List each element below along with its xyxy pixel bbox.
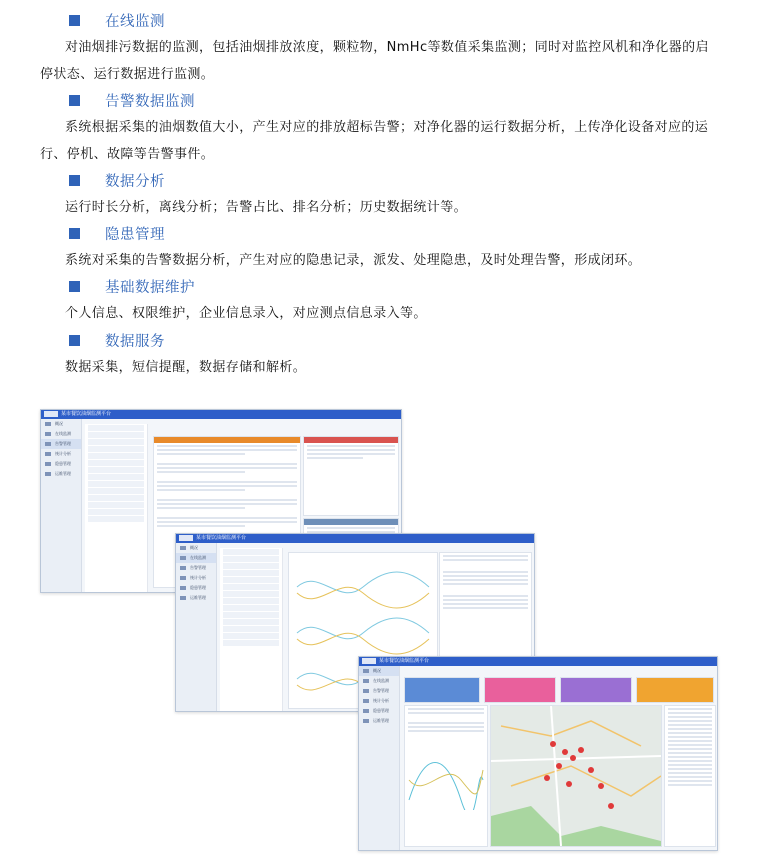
app-header bbox=[359, 657, 717, 666]
nav-icon bbox=[45, 462, 51, 466]
map-panel[interactable] bbox=[490, 705, 662, 847]
card-header bbox=[154, 437, 300, 443]
section-title: 数据服务 bbox=[105, 333, 165, 350]
section-5-heading bbox=[69, 276, 195, 296]
bullet-square-icon bbox=[69, 175, 80, 186]
section-2-text: 系统根据采集的油烟数值大小，产生对应的排放超标告警；对净化器的运行数据分析，上传净化设备对应的运行、停机、故障等告警事件。 bbox=[40, 120, 709, 162]
nav-icon bbox=[363, 679, 369, 683]
section-title: 基础数据维护 bbox=[105, 279, 195, 296]
logo-icon bbox=[362, 658, 376, 664]
nav-icon bbox=[363, 669, 369, 673]
mini-chart bbox=[405, 740, 485, 810]
section-title: 隐患管理 bbox=[105, 226, 165, 243]
section-title: 在线监测 bbox=[105, 13, 165, 30]
bullet-square-icon bbox=[69, 15, 80, 26]
section-6-heading bbox=[69, 330, 165, 350]
nav-icon bbox=[45, 422, 51, 426]
nav-item[interactable]: 统计分析 bbox=[176, 573, 216, 583]
logo-icon bbox=[44, 411, 58, 417]
nav-icon bbox=[363, 719, 369, 723]
section-title: 告警数据监测 bbox=[105, 93, 195, 110]
section-2-heading bbox=[69, 90, 195, 110]
nav-icon bbox=[363, 699, 369, 703]
app-title: 某市餐饮油烟监测平台 bbox=[61, 411, 112, 417]
nav-item[interactable]: 运维管理 bbox=[359, 716, 399, 726]
nav-item[interactable]: 统计分析 bbox=[359, 696, 399, 706]
nav-icon bbox=[45, 452, 51, 456]
nav-item[interactable]: 运维管理 bbox=[41, 469, 81, 479]
site-tree bbox=[85, 424, 148, 592]
nav-item[interactable]: 在线监测 bbox=[359, 676, 399, 686]
nav-icon bbox=[45, 432, 51, 436]
nav-item[interactable]: 告警管理 bbox=[359, 686, 399, 696]
nav-item[interactable]: 在线监测 bbox=[176, 553, 216, 563]
stat-card-blue bbox=[404, 677, 480, 703]
nav-item[interactable]: 隐患管理 bbox=[359, 706, 399, 716]
bullet-square-icon bbox=[69, 335, 80, 346]
section-4-text: 系统对采集的告警数据分析，产生对应的隐患记录，派发、处理隐患，及时处理告警，形成闭环。 bbox=[65, 253, 642, 268]
app-title: 某市餐饮油烟监测平台 bbox=[379, 658, 430, 664]
map-graphic bbox=[491, 706, 661, 846]
section-title: 数据分析 bbox=[105, 173, 165, 190]
bullet-square-icon bbox=[69, 228, 80, 239]
nav-item[interactable]: 告警管理 bbox=[176, 563, 216, 573]
section-4-heading bbox=[69, 223, 165, 243]
section-3-text: 运行时长分析，离线分析；告警占比、排名分析；历史数据统计等。 bbox=[65, 200, 468, 215]
sidebar bbox=[176, 543, 217, 711]
alarm-card-red bbox=[303, 436, 399, 516]
nav-icon bbox=[180, 556, 186, 560]
screenshot-overview-map bbox=[358, 656, 718, 851]
app-title: 某市餐饮油烟监测平台 bbox=[196, 535, 247, 541]
section-1-heading bbox=[69, 10, 165, 30]
card-header bbox=[304, 437, 398, 443]
nav-icon bbox=[45, 442, 51, 446]
nav-item[interactable]: 隐患管理 bbox=[41, 459, 81, 469]
section-1-text: 对油烟排污数据的监测，包括油烟排放浓度，颗粒物，NmHc等数值采集监测；同时对监控风机和净化器的启停状态、运行数据进行监测。 bbox=[40, 40, 709, 82]
nav-icon bbox=[180, 576, 186, 580]
bullet-square-icon bbox=[69, 281, 80, 292]
card-header bbox=[304, 519, 398, 525]
nav-item[interactable]: 告警管理 bbox=[41, 439, 81, 449]
nav-icon bbox=[180, 546, 186, 550]
nav-icon bbox=[363, 689, 369, 693]
sidebar bbox=[41, 419, 82, 592]
nav-icon bbox=[180, 566, 186, 570]
app-header bbox=[41, 410, 401, 419]
nav-item[interactable]: 概况 bbox=[176, 543, 216, 553]
section-5-text: 个人信息、权限维护，企业信息录入，对应测点信息录入等。 bbox=[65, 306, 427, 321]
nav-icon bbox=[180, 596, 186, 600]
nav-item[interactable]: 概况 bbox=[359, 666, 399, 676]
stat-card-pink bbox=[484, 677, 556, 703]
logo-icon bbox=[179, 535, 193, 541]
summary-panel bbox=[404, 705, 488, 847]
nav-icon bbox=[45, 472, 51, 476]
sidebar bbox=[359, 666, 400, 850]
section-3-heading bbox=[69, 170, 165, 190]
site-tree bbox=[220, 548, 283, 711]
bullet-square-icon bbox=[69, 95, 80, 106]
site-list-panel bbox=[664, 705, 716, 847]
stat-card-amber bbox=[636, 677, 714, 703]
stat-card-purple bbox=[560, 677, 632, 703]
nav-icon bbox=[180, 586, 186, 590]
nav-item[interactable]: 在线监测 bbox=[41, 429, 81, 439]
nav-item[interactable]: 运维管理 bbox=[176, 593, 216, 603]
app-header bbox=[176, 534, 534, 543]
nav-item[interactable]: 概况 bbox=[41, 419, 81, 429]
nav-icon bbox=[363, 709, 369, 713]
section-6-text: 数据采集，短信提醒，数据存储和解析。 bbox=[65, 360, 307, 375]
nav-item[interactable]: 隐患管理 bbox=[176, 583, 216, 593]
nav-item[interactable]: 统计分析 bbox=[41, 449, 81, 459]
